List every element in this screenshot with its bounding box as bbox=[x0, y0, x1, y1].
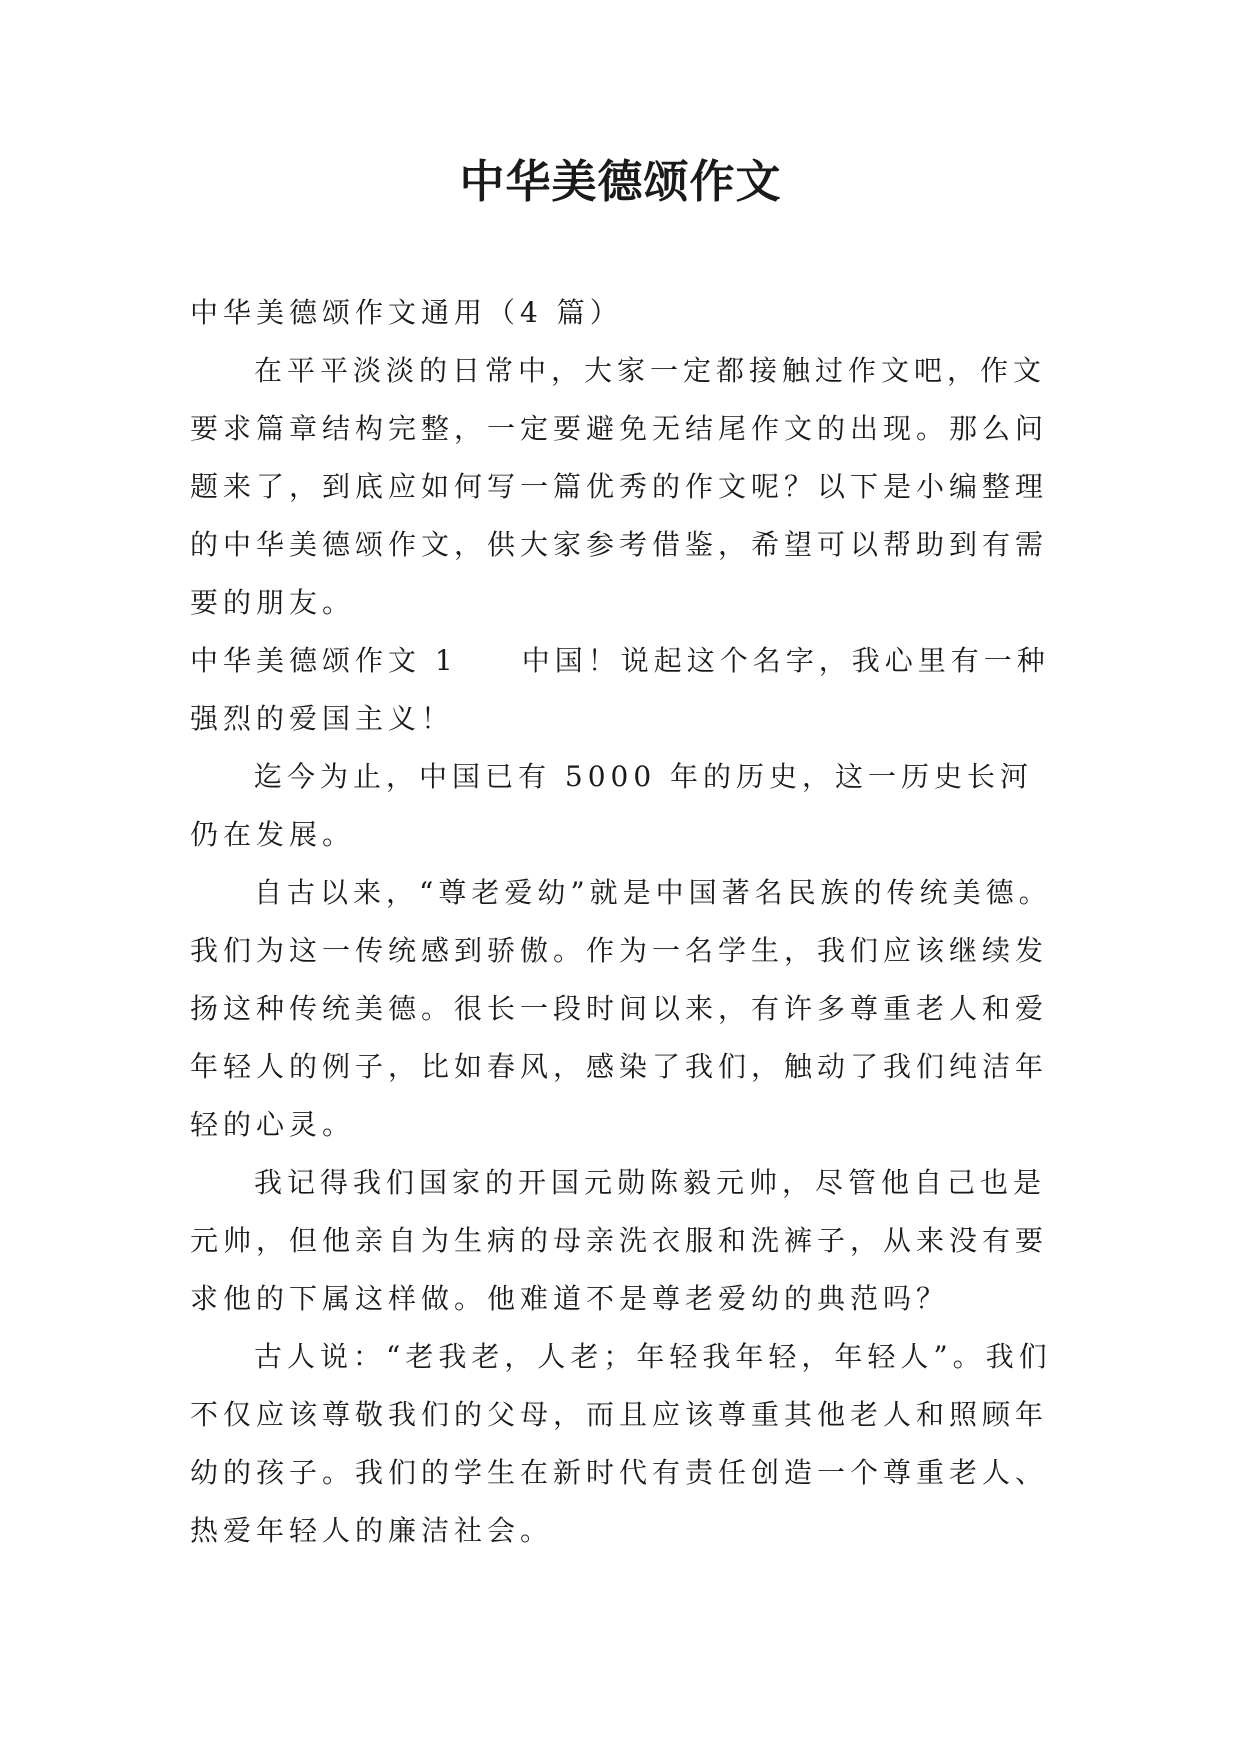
document-title: 中华美德颂作文 bbox=[459, 155, 782, 208]
document-subtitle: 中华美德颂作文通用（4 篇） bbox=[190, 296, 623, 329]
intro-paragraph: 在平平淡淡的日常中，大家一定都接触过作文吧，作文要求篇章结构完整，一定要避免无结尾作文的出现。那么问题来了，到底应如何写一篇优秀的作文呢？以下是小编整理的中华美德颂作文，供大家参考借鉴，希望可以帮助到有需要的朋友。 bbox=[190, 354, 1049, 619]
essay-1-paragraph: 自古以来，“尊老爱幼”就是中国著名民族的传统美德。我们为这一传统感到骄傲。作为一名学生，我们应该继续发扬这种传统美德。很长一段时间以来，有许多尊重老人和爱年轻人的例子，比如春风，感染了我们，触动了我们纯洁年轻的心灵。 bbox=[190, 876, 1052, 1141]
essay-1-opening bbox=[190, 632, 1052, 748]
essay-1-paragraph: 我记得我们国家的开国元勋陈毅元帅，尽管他自己也是元帅，但他亲自为生病的母亲洗衣服和洗裤子，从来没有要求他的下属这样做。他难道不是尊老爱幼的典范吗？ bbox=[190, 1166, 1049, 1315]
document-body bbox=[190, 284, 1052, 1560]
essay-1-paragraph: 迄今为止，中国已有 5000 年的历史，这一历史长河仍在发展。 bbox=[190, 760, 1034, 851]
essay-1-heading: 中华美德颂作文 1 bbox=[190, 644, 458, 677]
essay-1-first-line: 中国！说起这个名字，我心里有一种强烈的爱国主义！ bbox=[190, 644, 1050, 735]
essay-1-paragraph: 古人说：“老我老，人老；年轻我年轻，年轻人”。我们不仅应该尊敬我们的父母，而且应该尊重其他老人和照顾年幼的孩子。我们的学生在新时代有责任创造一个尊重老人、热爱年轻人的廉洁社会。 bbox=[190, 1340, 1052, 1547]
